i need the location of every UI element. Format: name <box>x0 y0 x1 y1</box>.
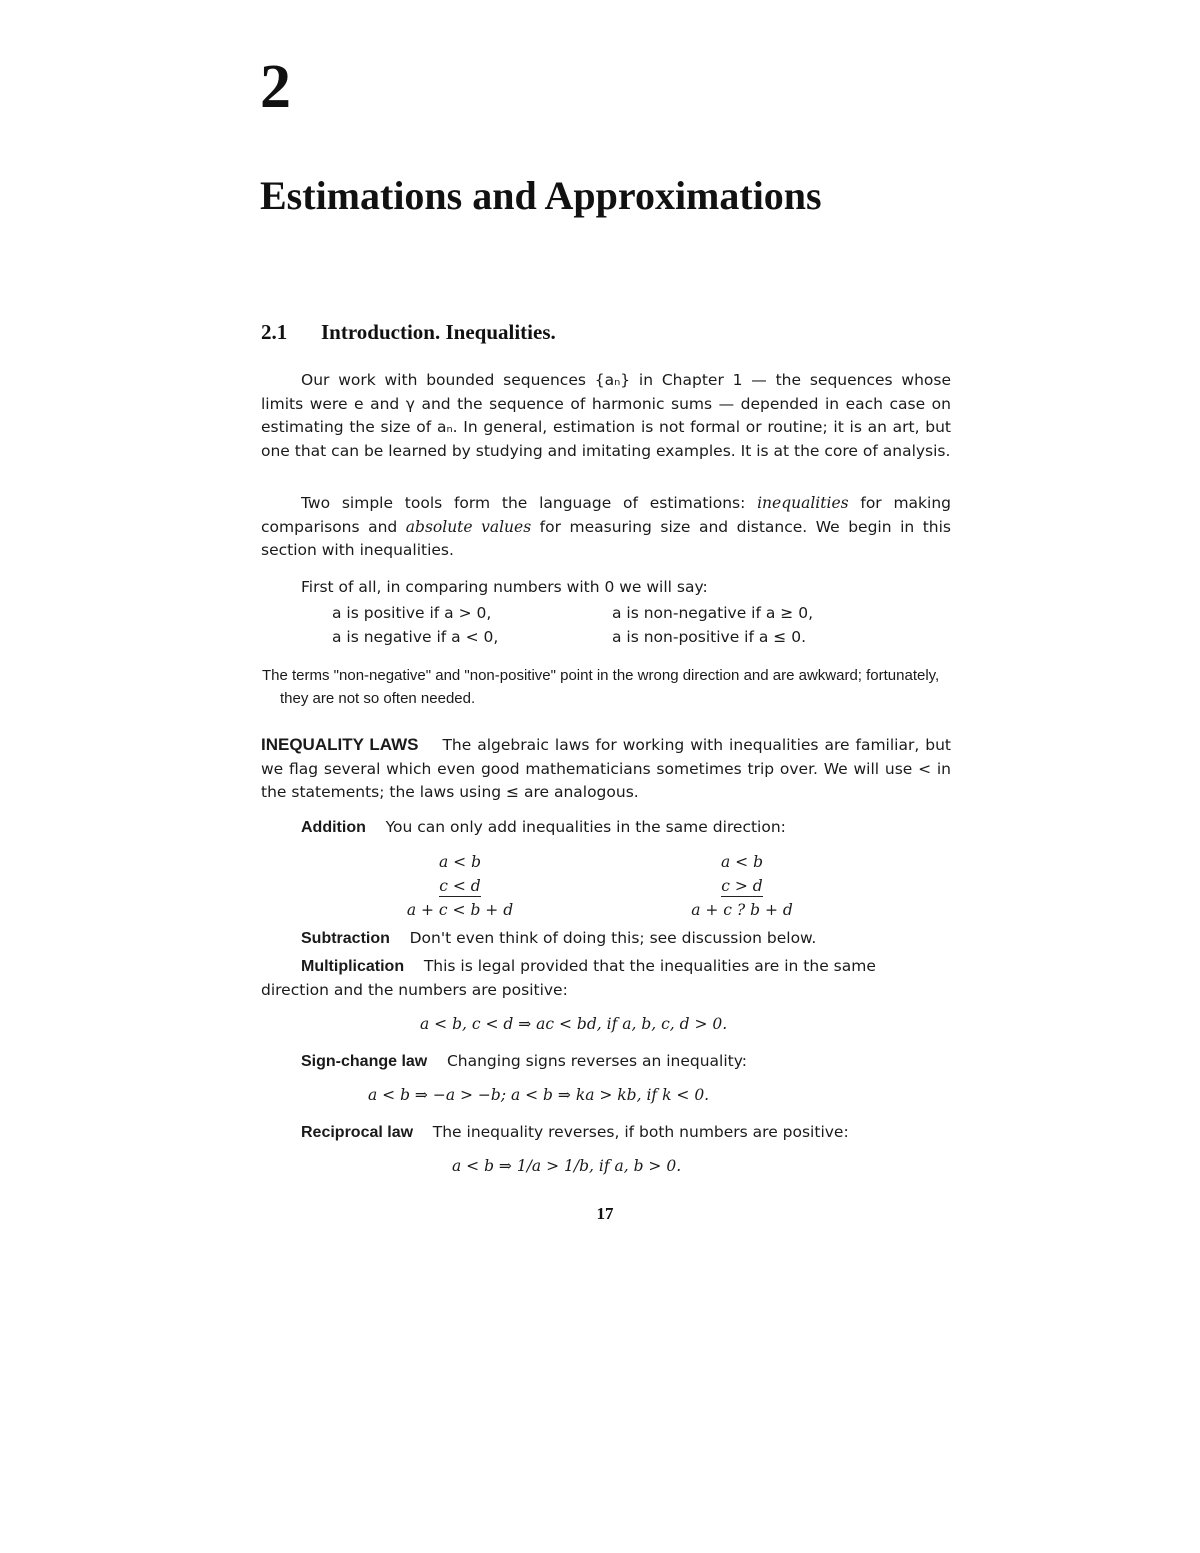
subtraction-law-name: Subtraction <box>301 930 390 947</box>
addition-law-text: You can only add inequalities in the same direction: <box>385 818 786 836</box>
addition-opposite-direction <box>662 850 822 922</box>
addition-left-line-2: c < d <box>439 877 481 895</box>
chapter-number: 2 <box>260 53 291 121</box>
sign-change-law-name: Sign-change law <box>301 1053 428 1070</box>
definition-non-negative: a is non-negative if a ≥ 0, <box>612 604 813 622</box>
section-heading <box>261 320 556 345</box>
reciprocal-law-text: The inequality reverses, if both numbers are positive: <box>432 1123 849 1141</box>
addition-right-line-2: c > d <box>721 877 763 895</box>
section-number: 2.1 <box>261 320 288 344</box>
inequality-laws-paragraph <box>261 733 951 805</box>
term-absolute-values: absolute values <box>405 517 532 536</box>
sign-change-formula: a < b ⇒ −a > −b; a < b ⇒ ka > kb, if k < 0. <box>368 1086 710 1104</box>
addition-law <box>301 816 951 840</box>
multiplication-law <box>301 955 951 979</box>
reciprocal-law-name: Reciprocal law <box>301 1124 414 1141</box>
terms-note: The terms "non-negative" and "non-positive" point in the wrong direction and are awkward; fortunately, they are not so often needed. <box>262 667 940 707</box>
term-inequalities: inequalities <box>757 494 849 512</box>
addition-law-name: Addition <box>301 819 366 836</box>
section-title: Introduction. Inequalities. <box>321 320 556 344</box>
inequality-laws-heading: INEQUALITY LAWS <box>261 735 419 754</box>
addition-left-sum: a + c < b + d <box>406 901 514 919</box>
multiplication-formula: a < b, c < d ⇒ ac < bd, if a, b, c, d > 0. <box>420 1015 728 1033</box>
subtraction-law-text: Don't even think of doing this; see discussion below. <box>409 929 817 947</box>
page-number: 17 <box>596 1204 614 1223</box>
comparing-paragraph: First of all, in comparing numbers with 0 we will say: <box>301 578 708 596</box>
intro-paragraph: Our work with bounded sequences {aₙ} in Chapter 1 — the sequences whose limits were e and γ and the sequence of harmonic sums — depended in each case on estimating the size of aₙ. In general, estimation is not formal or routine; it is an art, but one that can be learned by studying and imitating examples. It is at the core of analysis. <box>261 371 951 460</box>
tools-paragraph-mid: for making comparisons and <box>261 494 951 536</box>
definition-negative: a is negative if a < 0, <box>332 628 499 646</box>
definition-non-positive: a is non-positive if a ≤ 0. <box>612 628 806 646</box>
inequality-laws-intro: The algebraic laws for working with inequalities are familiar, but we flag several which even good mathematicians sometimes trip over. We will use < in the statements; the laws using ≤ are analogous. <box>261 736 951 801</box>
tools-paragraph-start: Two simple tools form the language of estimations: <box>301 494 758 512</box>
multiplication-law-name: Multiplication <box>301 958 405 975</box>
addition-same-direction <box>380 850 540 922</box>
chapter-title: Estimations and Approximations <box>260 173 822 218</box>
addition-right-sum: a + c ? b + d <box>691 901 793 919</box>
subtraction-law <box>301 927 951 951</box>
sign-change-law <box>301 1050 951 1074</box>
multiplication-law-continued: direction and the numbers are positive: <box>261 981 568 999</box>
tools-paragraph <box>261 492 951 563</box>
reciprocal-formula: a < b ⇒ 1/a > 1/b, if a, b > 0. <box>452 1157 682 1175</box>
definition-positive: a is positive if a > 0, <box>332 604 492 622</box>
sign-change-law-text: Changing signs reverses an inequality: <box>446 1052 748 1070</box>
multiplication-law-text-1: This is legal provided that the inequalities are in the same <box>423 957 876 975</box>
tools-paragraph-end: for measuring size and distance. We begin in this section with inequalities. <box>261 517 952 559</box>
addition-right-line-1: a < b <box>720 853 763 871</box>
reciprocal-law <box>301 1121 951 1145</box>
addition-left-line-1: a < b <box>438 853 481 871</box>
